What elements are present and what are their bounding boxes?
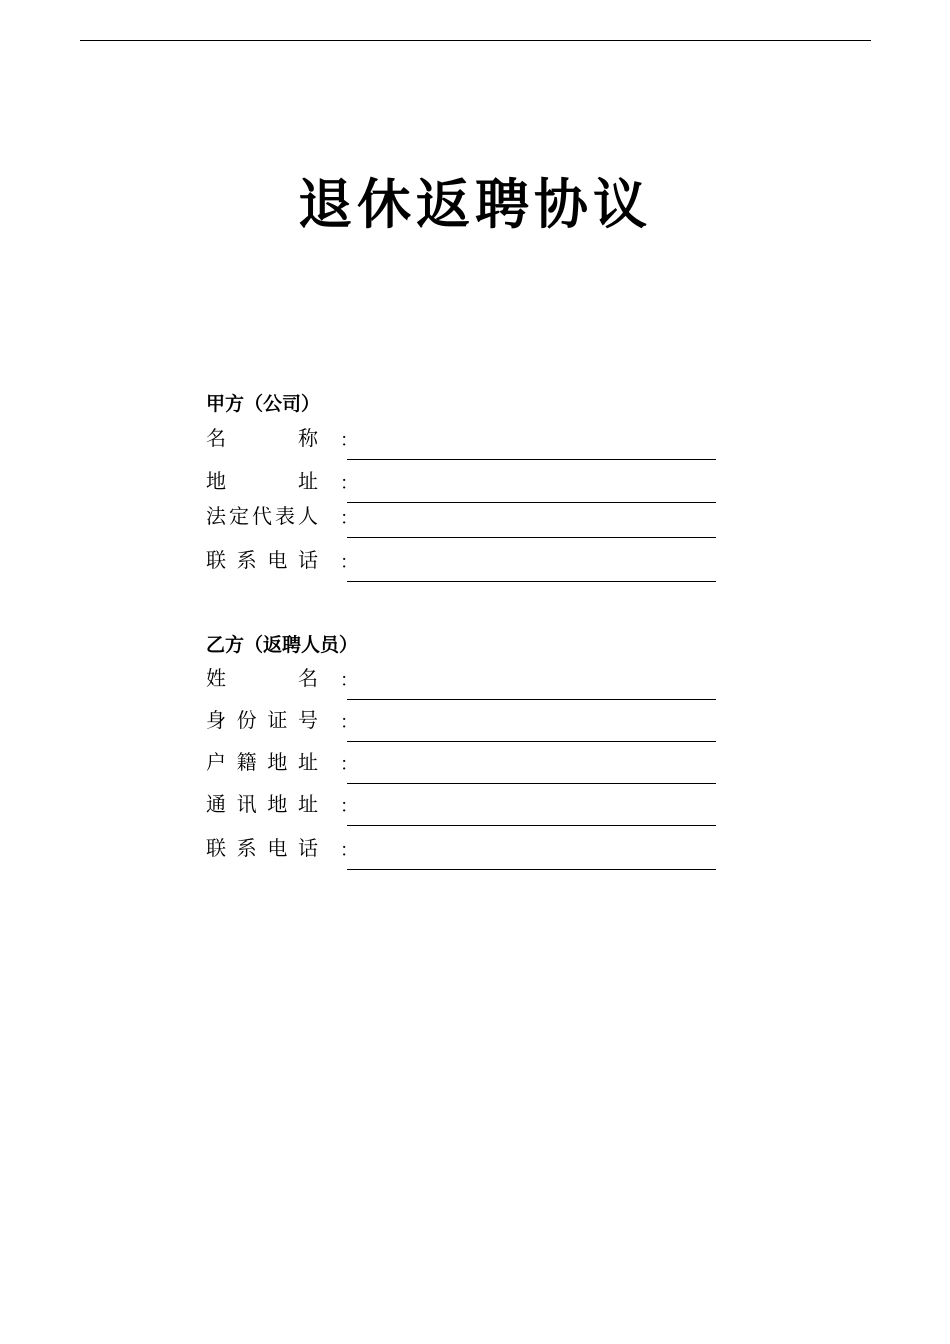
party-a-address-label: 地址 bbox=[206, 469, 318, 493]
party-b-mailing-address-field[interactable] bbox=[347, 825, 716, 826]
colon: ： bbox=[340, 796, 358, 817]
party-b-mailing-address-row bbox=[206, 786, 718, 826]
party-a-name-row bbox=[206, 420, 718, 460]
party-a-address-row bbox=[206, 463, 718, 503]
party-b-heading: 乙方（返聘人员） bbox=[206, 634, 359, 656]
header-rule bbox=[80, 40, 871, 41]
colon: ： bbox=[340, 712, 358, 733]
party-b-name-field[interactable] bbox=[347, 699, 716, 700]
party-b-name-label: 姓名 bbox=[206, 666, 318, 690]
party-a-phone-row bbox=[206, 542, 718, 582]
party-a-name-label: 名称 bbox=[206, 426, 318, 450]
party-b-household-address-field[interactable] bbox=[347, 783, 716, 784]
party-b-phone-label: 联系电话 bbox=[206, 836, 318, 860]
colon: ： bbox=[340, 508, 358, 529]
party-b-phone-row bbox=[206, 830, 718, 870]
party-b-id-number-row bbox=[206, 702, 718, 742]
document-title: 退休返聘协议 bbox=[298, 173, 652, 236]
colon: ： bbox=[340, 473, 358, 494]
party-a-legal-rep-row bbox=[206, 498, 718, 538]
party-a-name-field[interactable] bbox=[347, 459, 716, 460]
party-b-household-address-label: 户籍地址 bbox=[206, 750, 318, 774]
party-a-legal-rep-field[interactable] bbox=[347, 537, 716, 538]
party-a-heading: 甲方（公司） bbox=[206, 393, 321, 415]
colon: ： bbox=[340, 430, 358, 451]
party-a-phone-label: 联系电话 bbox=[206, 548, 318, 572]
party-b-id-number-label: 身份证号 bbox=[206, 708, 318, 732]
party-b-household-address-row bbox=[206, 744, 718, 784]
party-b-phone-field[interactable] bbox=[347, 869, 716, 870]
colon: ： bbox=[340, 754, 358, 775]
party-b-id-number-field[interactable] bbox=[347, 741, 716, 742]
colon: ： bbox=[340, 840, 358, 861]
party-b-name-row bbox=[206, 660, 718, 700]
colon: ： bbox=[340, 552, 358, 573]
party-a-phone-field[interactable] bbox=[347, 581, 716, 582]
colon: ： bbox=[340, 670, 358, 691]
party-b-mailing-address-label: 通讯地址 bbox=[206, 792, 318, 816]
party-a-legal-rep-label: 法定代表人 bbox=[206, 504, 318, 528]
